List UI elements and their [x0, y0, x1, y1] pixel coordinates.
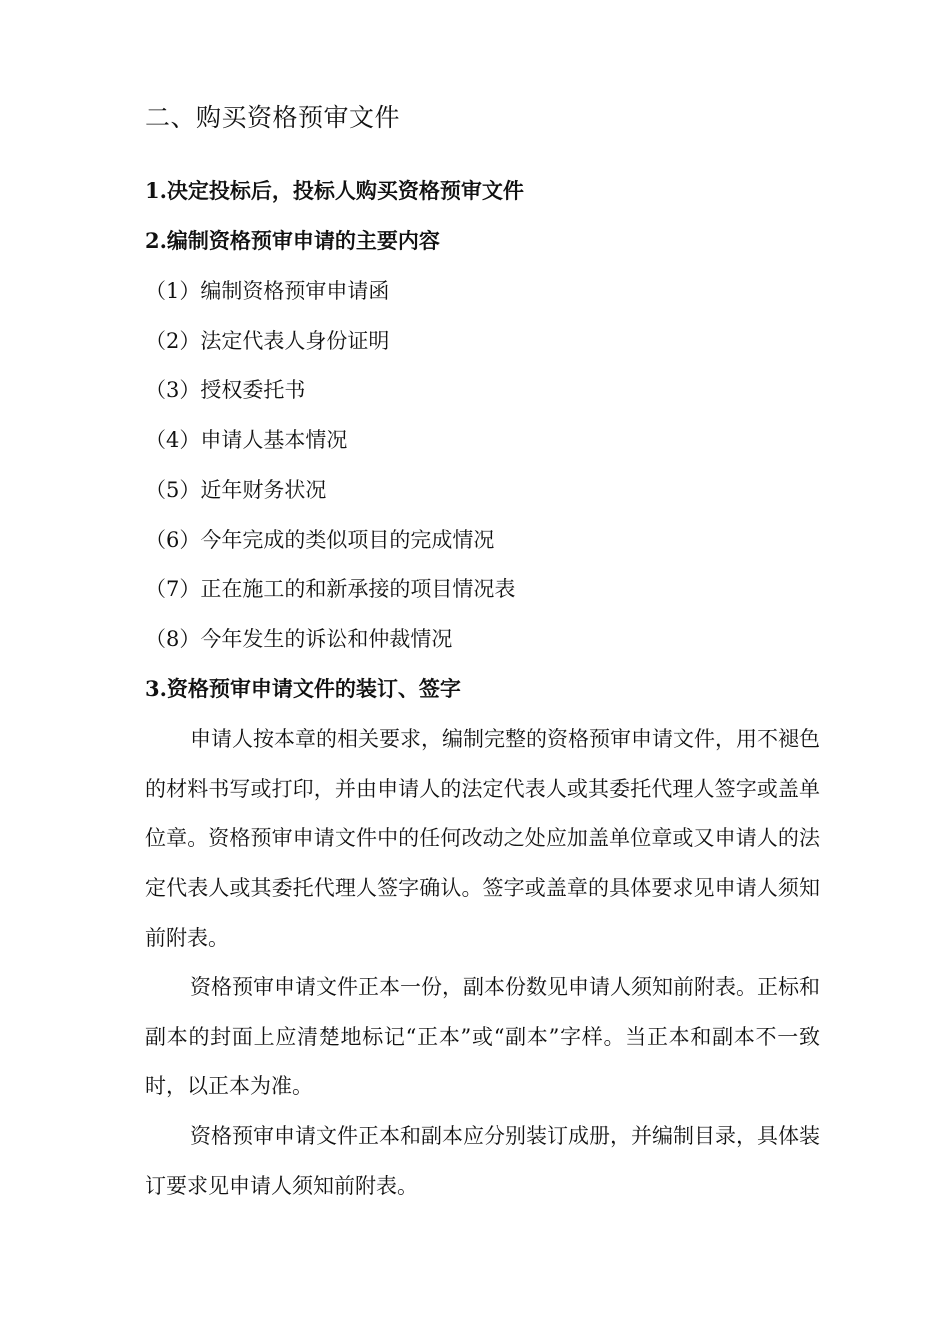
section-title: 二、购买资格预审文件	[145, 103, 401, 132]
list-item: （5）近年财务状况	[145, 478, 327, 502]
list-item: （6）今年完成的类似项目的完成情况	[145, 528, 495, 552]
list-item: （2）法定代表人身份证明	[145, 329, 390, 353]
subsection-title-3: 3.资格预审申请文件的装订、签字	[145, 676, 461, 701]
subsection-title-1: 1.决定投标后，投标人购买资格预审文件	[145, 178, 524, 203]
list-item: （4）申请人基本情况	[145, 428, 348, 452]
body-paragraph: 资格预审申请文件正本和副本应分别装订成册，并编制目录，具体装订要求见申请人须知前附表。	[145, 1124, 820, 1198]
list-item: （3）授权委托书	[145, 378, 306, 402]
list-item: （7）正在施工的和新承接的项目情况表	[145, 577, 516, 601]
body-paragraph: 资格预审申请文件正本一份，副本份数见申请人须知前附表。正标和副本的封面上应清楚地标记“正本”或“副本”字样。当正本和副本不一致时，以正本为准。	[145, 975, 820, 1099]
list-item: （8）今年发生的诉讼和仲裁情况	[145, 627, 453, 651]
list-item: （1）编制资格预审申请函	[145, 279, 390, 303]
subsection-title-2: 2.编制资格预审申请的主要内容	[145, 228, 440, 253]
body-paragraph: 申请人按本章的相关要求，编制完整的资格预审申请文件，用不褪色的材料书写或打印，并由申请人的法定代表人或其委托代理人签字或盖单位章。资格预审申请文件中的任何改动之处应加盖单位章或又申请人的法定代表人或其委托代理人签字确认。签字或盖章的具体要求见申请人须知前附表。	[145, 727, 820, 950]
